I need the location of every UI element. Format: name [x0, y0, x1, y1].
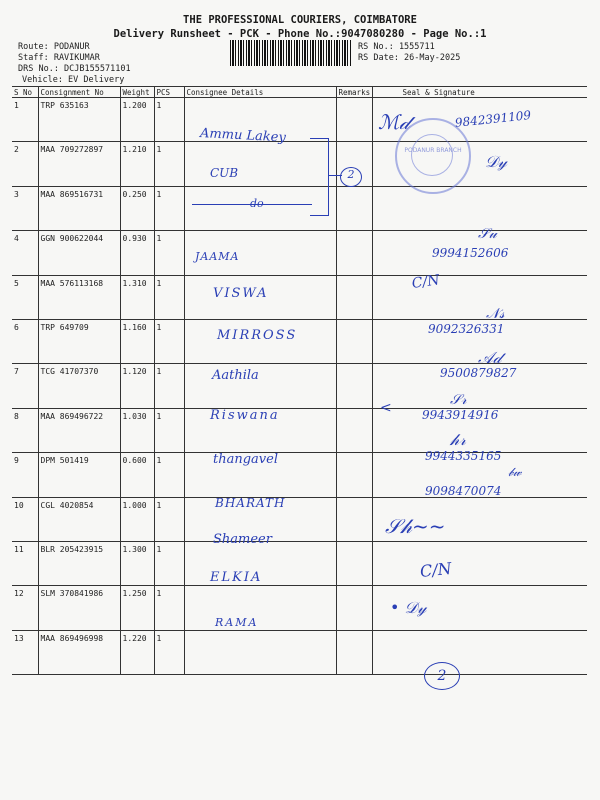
table-header-row — [12, 87, 587, 98]
col-weight: Weight — [120, 87, 154, 98]
handwritten-name: Riswana — [210, 408, 280, 423]
cell-pcs: 1 — [154, 275, 184, 319]
barcode-image — [230, 40, 352, 66]
cell-pcs: 1 — [154, 541, 184, 585]
cell-sno: 2 — [12, 142, 38, 186]
cell-weight: 0.600 — [120, 453, 154, 497]
signature-mark: 𝒟𝓎 — [485, 152, 508, 171]
signature-mark: 𝒜𝒹 — [478, 348, 502, 367]
seal-stamp-inner — [411, 134, 453, 176]
cell-sno: 5 — [12, 275, 38, 319]
cell-weight: 0.250 — [120, 186, 154, 230]
staff-label: Staff: RAVIKUMAR — [18, 53, 100, 63]
cell-weight: 1.250 — [120, 586, 154, 630]
cell-signature — [372, 541, 587, 585]
cell-pcs: 1 — [154, 319, 184, 363]
cell-pcs: 1 — [154, 231, 184, 275]
cell-weight: 1.160 — [120, 319, 154, 363]
handwritten-name: thangavel — [213, 452, 278, 467]
remark-circle-number: 2 — [340, 167, 362, 187]
signature-mark: 𝒷𝓌 — [508, 465, 522, 479]
vehicle-label: Vehicle: EV Delivery — [22, 75, 125, 85]
cell-remarks — [336, 453, 372, 497]
cell-pcs: 1 — [154, 453, 184, 497]
handwritten-phone: 9092326331 — [428, 322, 505, 336]
seal-stamp-text: PODANUR BRANCH — [404, 147, 462, 154]
col-remarks: Remarks — [336, 87, 372, 98]
document-title: THE PROFESSIONAL COURIERS, COIMBATORE — [183, 14, 417, 26]
handwritten-cn: C/N — [410, 272, 441, 292]
handwritten-name: ELKIA — [210, 570, 263, 585]
signature-mark: • 𝒟𝓎 — [390, 598, 427, 617]
handwritten-phone: 9500879827 — [440, 366, 517, 380]
signature-mark: ℳ𝒹 — [378, 110, 410, 134]
cell-remarks — [336, 319, 372, 363]
cell-sno: 6 — [12, 319, 38, 363]
cell-weight: 0.930 — [120, 231, 154, 275]
drs-number: DRS No.: DCJB155571101 — [18, 64, 131, 74]
handwritten-name: MIRROSS — [217, 328, 298, 343]
table-row — [12, 186, 587, 230]
cell-signature — [372, 630, 587, 674]
table-row — [12, 630, 587, 674]
cell-sno: 13 — [12, 630, 38, 674]
handwritten-phone: 9994152606 — [432, 246, 509, 260]
cell-consignee — [184, 364, 336, 408]
handwritten-phone: 9098470074 — [425, 484, 502, 498]
handwritten-name: Ammu Lakey — [199, 126, 287, 146]
cell-weight: 1.120 — [120, 364, 154, 408]
seal-stamp — [395, 118, 471, 194]
cell-consignee — [184, 630, 336, 674]
handwritten-name: JAAMA — [195, 250, 240, 263]
cell-pcs: 1 — [154, 186, 184, 230]
signature-mark: 𝒮𝓊 — [478, 226, 497, 242]
cell-weight: 1.210 — [120, 142, 154, 186]
cell-remarks — [336, 586, 372, 630]
cell-remarks — [336, 275, 372, 319]
handwritten-name: Aathila — [212, 368, 259, 383]
remark-mark: < — [380, 400, 392, 416]
handwritten-phone: 9943914916 — [422, 408, 499, 422]
cell-weight: 1.220 — [120, 630, 154, 674]
cell-sno: 1 — [12, 98, 38, 142]
cell-pcs: 1 — [154, 142, 184, 186]
handwritten-name: RAMA — [215, 616, 259, 629]
cell-consignment: DPM 501419 — [38, 453, 120, 497]
table-row — [12, 586, 587, 630]
handwritten-name: BHARATH — [215, 496, 286, 510]
cell-sno: 4 — [12, 231, 38, 275]
handwritten-phone: 9842391109 — [454, 108, 532, 130]
cell-weight: 1.200 — [120, 98, 154, 142]
cell-consignment: MAA 709272897 — [38, 142, 120, 186]
handwritten-name: Shameer — [213, 532, 272, 547]
cell-consignment: CGL 4020854 — [38, 497, 120, 541]
cell-weight: 1.000 — [120, 497, 154, 541]
signature-mark: 𝒩𝓈 — [486, 306, 505, 322]
cell-remarks — [336, 186, 372, 230]
cell-pcs: 1 — [154, 364, 184, 408]
document-subtitle: Delivery Runsheet - PCK - Phone No.:9047080280 - Page No.:1 — [113, 28, 487, 40]
cell-sno: 12 — [12, 586, 38, 630]
handwritten-phone: 9944335165 — [425, 449, 502, 463]
rs-number: RS No.: 1555711 — [358, 42, 435, 52]
col-consignee: Consignee Details — [184, 87, 336, 98]
col-signature: Seal & Signature — [372, 87, 587, 98]
cell-consignment: SLM 370841986 — [38, 586, 120, 630]
cell-sno: 3 — [12, 186, 38, 230]
cell-remarks — [336, 497, 372, 541]
cell-weight: 1.310 — [120, 275, 154, 319]
cell-pcs: 1 — [154, 497, 184, 541]
handwritten-name: CUB — [210, 166, 239, 180]
col-sno: S No — [12, 87, 38, 98]
col-pcs: PCS — [154, 87, 184, 98]
rs-date: RS Date: 26-May-2025 — [358, 53, 461, 63]
page-circle-number: 2 — [424, 662, 460, 690]
cell-consignment: BLR 205423915 — [38, 541, 120, 585]
cell-consignment: TRP 635163 — [38, 98, 120, 142]
cell-signature — [372, 186, 587, 230]
cell-pcs: 1 — [154, 630, 184, 674]
cell-pcs: 1 — [154, 586, 184, 630]
cell-consignee — [184, 586, 336, 630]
cell-sno: 10 — [12, 497, 38, 541]
runsheet-table — [12, 86, 587, 675]
cell-consignment: GGN 900622044 — [38, 231, 120, 275]
cell-remarks — [336, 630, 372, 674]
cell-pcs: 1 — [154, 408, 184, 452]
cell-remarks — [336, 408, 372, 452]
cell-weight: 1.030 — [120, 408, 154, 452]
cell-consignment: MAA 869516731 — [38, 186, 120, 230]
cell-consignment: MAA 576113168 — [38, 275, 120, 319]
cell-signature — [372, 275, 587, 319]
handwritten-cn: C/N — [419, 558, 453, 581]
cell-weight: 1.300 — [120, 541, 154, 585]
cell-sno: 8 — [12, 408, 38, 452]
table-row — [12, 408, 587, 452]
table-row — [12, 541, 587, 585]
cell-consignment: TRP 649709 — [38, 319, 120, 363]
cell-remarks — [336, 541, 372, 585]
cell-pcs: 1 — [154, 98, 184, 142]
col-consignment: Consignment No — [38, 87, 120, 98]
cell-remarks — [336, 364, 372, 408]
bracket-mark — [310, 138, 329, 216]
cell-consignment: TCG 41707370 — [38, 364, 120, 408]
signature-mark: 𝒮𝓇 — [450, 392, 467, 408]
table-row — [12, 497, 587, 541]
cell-consignment: MAA 869496722 — [38, 408, 120, 452]
cell-sno: 7 — [12, 364, 38, 408]
cell-remarks — [336, 231, 372, 275]
cell-remarks — [336, 98, 372, 142]
signature-mark: 𝒽𝓇 — [450, 430, 466, 449]
ditto-line — [192, 204, 312, 205]
signature-mark: 𝒮𝒽~~ — [385, 514, 446, 538]
cell-sno: 9 — [12, 453, 38, 497]
cell-consignment: MAA 869496998 — [38, 630, 120, 674]
handwritten-name: VISWA — [213, 286, 269, 301]
cell-sno: 11 — [12, 541, 38, 585]
handwritten-name: do — [250, 197, 264, 210]
route-label: Route: PODANUR — [18, 42, 90, 52]
